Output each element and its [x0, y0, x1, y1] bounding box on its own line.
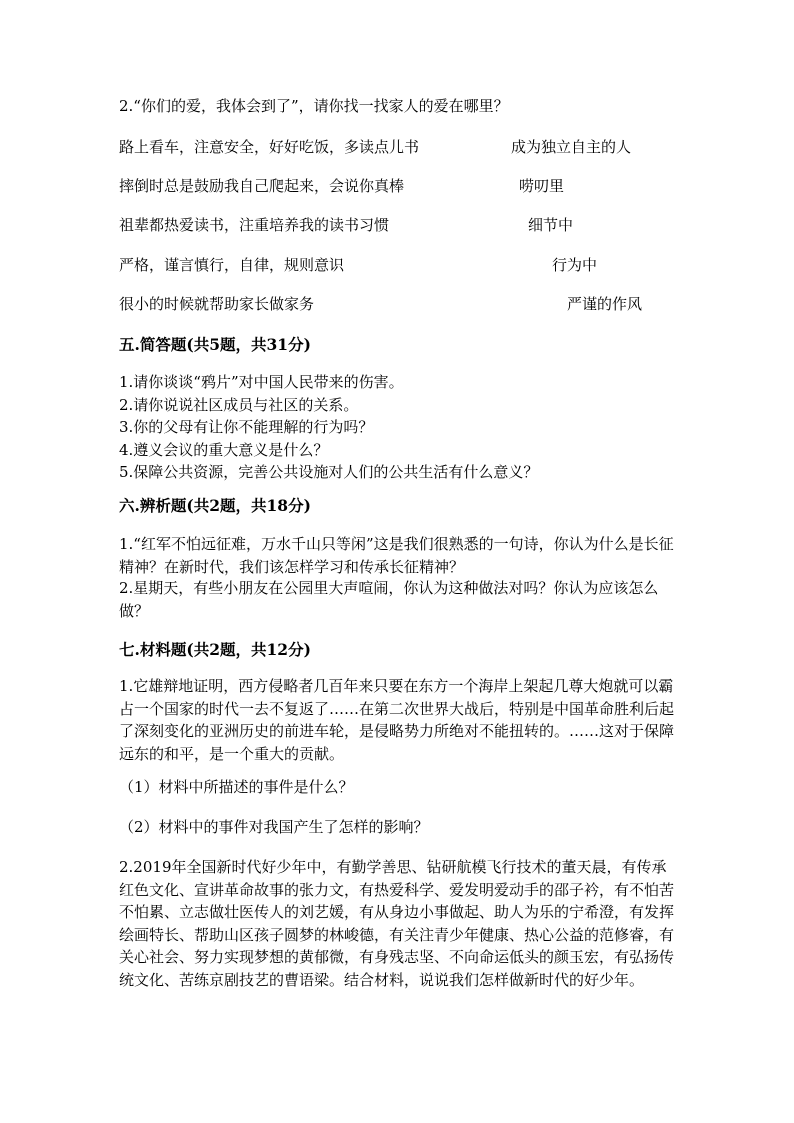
section-5-list — [119, 371, 538, 484]
list-item: 3.你的父母有让你不能理解的行为吗？ — [119, 418, 374, 436]
matching-left-1: 路上看车，注意安全，好好吃饭，多读点儿书 — [119, 138, 420, 156]
matching-left-5: 很小的时候就帮助家长做家务 — [119, 295, 315, 313]
matching-left-2: 摔倒时总是鼓励我自己爬起来，会说你真棒 — [119, 177, 405, 195]
list-item: 2.请你说说社区成员与社区的关系。 — [119, 395, 359, 414]
matching-left-3: 祖辈都热爱读书，注重培养我的读书习惯 — [119, 216, 390, 234]
section-7-subquestion-1: （1）材料中所描述的事件是什么？ — [119, 778, 354, 796]
matching-right-4: 行为中 — [552, 256, 598, 274]
list-item: 4.遵义会议的重大意义是什么？ — [119, 440, 329, 459]
section-6-question-1: 1.“红军不怕远征难，万水千山只等闲”这是我们很熟悉的一句诗，你认为什么是长征精神？在新时代，我们该怎样学习和传承长征精神？ — [119, 535, 674, 576]
section-7-title: 七.材料题(共2题，共12分) — [119, 640, 311, 659]
list-item: 5.保障公共资源，完善公共设施对人们的公共生活有什么意义？ — [119, 463, 539, 481]
section-7-subquestion-2: （2）材料中的事件对我国产生了怎样的影响？ — [119, 818, 429, 836]
matching-right-5: 严谨的作风 — [567, 295, 643, 313]
section-7-material-2: 2.2019年全国新时代好少年中，有勤学善思、钻研航模飞行技术的董天晨，有传承红色文化、宣讲革命故事的张力文，有热爱科学、爱发明爱动手的邵子衿，有不怕苦不怕累、立志做壮医传人的刘艺媛，有从身边小事做起、助人为乐的宁希澄，有发挥绘画特长、帮助山区孩子圆梦的林峻德，有关注青少年健康、热心公益的范修睿，有关心社会、努力实现梦想的黄郁微，有身残志坚、不向命运低头的颜玉宏，有弘扬传统文化、苦练京剧技艺的曹语梁。结合材料，说说我们怎样做新时代的好少年。 — [119, 858, 675, 989]
section-5-title: 五.简答题(共5题，共31分) — [119, 335, 311, 354]
matching-right-2: 唠叨里 — [519, 177, 565, 195]
section-6-title: 六.辨析题(共2题，共18分) — [119, 496, 311, 515]
section-6-question-2: 2.星期天，有些小朋友在公园里大声喧闹，你认为这种做法对吗？你认为应该怎么做？ — [119, 579, 659, 620]
matching-right-1: 成为独立自主的人 — [511, 138, 632, 156]
matching-right-3: 细节中 — [528, 216, 574, 234]
section-7-material-1: 1.它雄辩地证明，西方侵略者几百年来只要在东方一个海岸上架起几尊大炮就可以霸占一个国家的时代一去不复返了……在第二次世界大战后，特别是中国革命胜利后起了深刻变化的亚洲历史的前进车轮，是侵略势力所绝对不能扭转的。……这对于保障远东的和平，是一个重大的贡献。 — [119, 677, 675, 763]
matching-left-4: 严格，谨言慎行，自律，规则意识 — [119, 256, 345, 274]
list-item: 1.请你谈谈“鸦片”对中国人民带来的伤害。 — [119, 373, 404, 391]
question-2-intro: 2.“你们的爱，我体会到了”，请你找一找家人的爱在哪里？ — [119, 97, 509, 115]
